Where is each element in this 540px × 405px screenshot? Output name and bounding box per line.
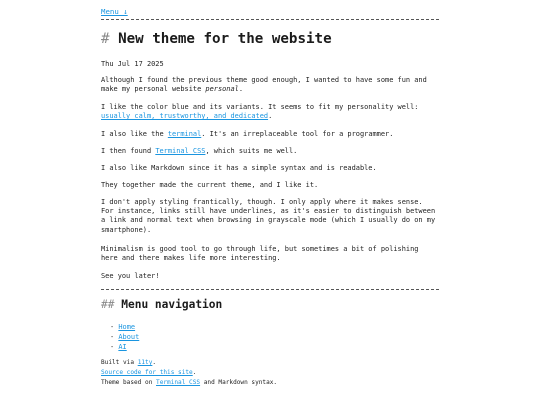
paragraph-6: They together made the current theme, and I like it. (101, 181, 319, 189)
list-dash: - (110, 333, 115, 341)
menu-link[interactable]: Menu ↓ (101, 7, 128, 16)
nav-link-about[interactable]: About (118, 333, 140, 341)
heading-hash: # (101, 31, 110, 47)
footer-built-via (101, 359, 156, 367)
nav-link-ai[interactable]: AI (118, 343, 127, 351)
nav-link-home[interactable]: Home (118, 323, 136, 331)
footer-built-text: Built via (101, 359, 138, 366)
post-date: Thu Jul 17 2025 (101, 60, 164, 68)
bottom-divider (101, 289, 439, 290)
nav-item-home (110, 322, 139, 332)
eleventy-link[interactable]: 11ty (137, 359, 153, 366)
nav-item-ai (110, 342, 139, 352)
calm-trustworthy-link[interactable]: usually calm, trustworthy, and dedicated (101, 112, 269, 121)
source-code-link[interactable]: Source code for this site (101, 369, 193, 376)
paragraph-1 (101, 76, 439, 94)
terminal-link[interactable]: terminal (167, 130, 202, 138)
footer-terminal-css-link[interactable]: Terminal CSS (156, 379, 201, 386)
top-divider (101, 19, 439, 20)
post-title-text: New theme for the website (118, 31, 332, 47)
paragraph-4-text: I then found (101, 147, 156, 155)
nav-list (110, 322, 139, 352)
paragraph-5: I also like Markdown since it has a simple syntax and is readable. (101, 164, 377, 172)
paragraph-2 (101, 103, 439, 121)
footer-built-end: . (152, 359, 157, 366)
paragraph-8: Minimalism is good tool to go through life, but sometimes a bit of polishing here and there makes life more interesting. (101, 245, 419, 263)
paragraph-3-end: . It's an irreplaceable tool for a programmer. (201, 130, 394, 138)
paragraph-4-end: , which suits me well. (205, 147, 298, 155)
paragraph-1-text: Although I found the previous theme good enough, I wanted to have some fun and make my personal website (101, 76, 427, 94)
terminal-css-link[interactable]: Terminal CSS (155, 147, 206, 155)
menu-navigation-title: Menu navigation (121, 298, 223, 311)
paragraph-2-text: I like the color blue and its variants. It seems to fit my personality well: (101, 103, 419, 111)
paragraph-4 (101, 147, 439, 156)
footer-source (101, 369, 196, 377)
footer-theme-text: Theme based on (101, 379, 157, 386)
paragraph-9: See you later! (101, 272, 160, 280)
footer-source-end: . (192, 369, 197, 376)
post-title (101, 31, 332, 48)
paragraph-3-text: I also like the (101, 130, 168, 138)
menu-navigation-heading (101, 298, 222, 312)
footer-theme-end: and Markdown syntax. (200, 379, 278, 386)
paragraph-3 (101, 130, 439, 139)
list-dash: - (110, 323, 115, 331)
footer-theme (101, 379, 277, 387)
list-dash: - (110, 343, 115, 351)
nav-item-about (110, 332, 139, 342)
paragraph-7: I don't apply styling frantically, though. I only apply where it makes sense. For instance, links still have underlines, as it's easier to distinguish between a link and normal text when browsing in grayscale mode (which I usually do on my smartphone). (101, 198, 436, 234)
paragraph-1-end: . (238, 85, 244, 94)
paragraph-1-emphasis: personal (205, 85, 239, 94)
heading-hash: ## (101, 298, 115, 311)
paragraph-2-end: . (268, 112, 273, 121)
